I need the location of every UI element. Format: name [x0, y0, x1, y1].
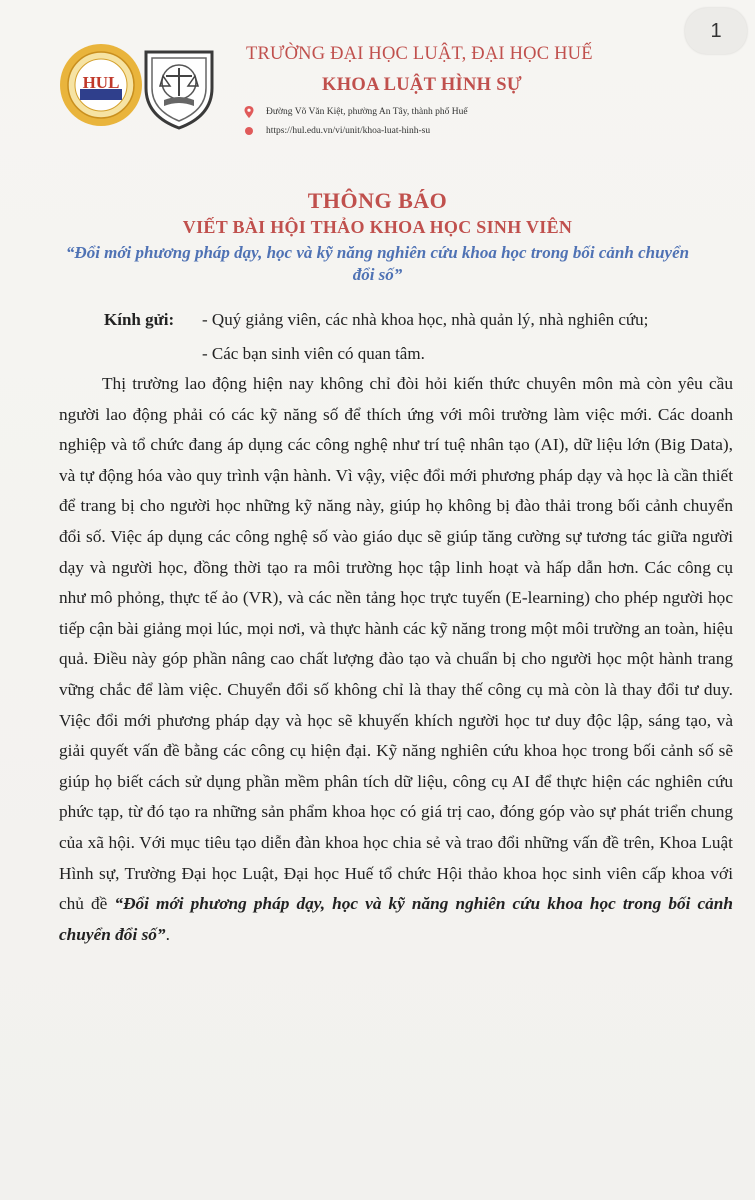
- faculty-emblem: [140, 44, 218, 130]
- greeting-recipient-1: - Quý giảng viên, các nhà khoa học, nhà quản lý, nhà nghiên cứu;: [202, 310, 649, 329]
- greeting-recipient-2: - Các bạn sinh viên có quan tâm.: [202, 344, 425, 363]
- greeting-label: Kính gửi:: [104, 310, 175, 329]
- body-ending: .: [165, 924, 170, 944]
- address-text: Đường Võ Văn Kiệt, phường An Tây, thành phố Huế: [266, 107, 468, 117]
- university-logo: [58, 42, 144, 128]
- body-topic-quote: “Đổi mới phương pháp dạy, học và kỹ năng nghiên cứu khoa học trong bối cảnh chuyển đổi số”: [59, 894, 734, 944]
- globe-icon: [244, 125, 254, 137]
- notice-title: THÔNG BÁO: [307, 188, 448, 213]
- title-block: [0, 188, 755, 286]
- faculty-name: KHOA LUẬT HÌNH SỰ: [322, 75, 522, 95]
- logo-text: HUL: [82, 73, 120, 92]
- notice-subtitle: VIẾT BÀI HỘI THẢO KHOA HỌC SINH VIÊN: [182, 217, 573, 237]
- address-row: [244, 106, 468, 118]
- greeting: [104, 303, 648, 371]
- header-text: [246, 44, 646, 96]
- body-paragraph: [59, 369, 733, 950]
- page-number-badge: 1: [685, 8, 747, 54]
- website-row: [244, 125, 430, 137]
- location-pin-icon: [244, 106, 254, 118]
- website-link[interactable]: https://hul.edu.vn/vi/unit/khoa-luat-hinh-su: [266, 126, 431, 136]
- body-text: Thị trường lao động hiện nay không chỉ đòi hỏi kiến thức chuyên môn mà còn yêu cầu người lao động phải có các kỹ năng số để thích ứng với môi trường làm việc mới. Các doanh nghiệp và tổ chức đang áp dụng các công nghệ như trí tuệ nhân tạo (AI), dữ liệu lớn (Big Data), và tự động hóa vào quy trình vận hành. Vì vậy, việc đổi mới phương pháp dạy và học là cần thiết để trang bị cho người học những kỹ năng này, giúp họ không bị đào thải trong bối cảnh chuyển đổi số. Việc áp dụng các công nghệ số vào giáo dục sẽ giúp tăng cường sự tương tác giữa người dạy và người học, đồng thời tạo ra môi trường học tập linh hoạt và hấp dẫn hơn. Các công cụ như mô phỏng, thực tế ảo (VR), và các nền tảng học trực tuyến (E-learning) cho phép người học tiếp cận bài giảng mọi lúc, mọi nơi, và thực hành các kỹ năng trong một môi trường an toàn, hiệu quả. Điều này góp phần nâng cao chất lượng đào tạo và chuẩn bị cho người học một hành trang vững chắc để làm việc. Chuyển đổi số không chỉ là thay thế công cụ mà còn là thay đổi tư duy. Việc đổi mới phương pháp dạy và học sẽ khuyến khích người học tư duy độc lập, sáng tạo, và giải quyết vấn đề bằng các công cụ hiện đại. Kỹ năng nghiên cứu khoa học trong bối cảnh số sẽ giúp họ biết cách sử dụng phần mềm phân tích dữ liệu, công cụ AI để thực hiện các nghiên cứu phức tạp, từ đó tạo ra những sản phẩm khoa học có giá trị cao, đóng góp vào sự phát triển chung của xã hội. Với mục tiêu tạo diễn đàn khoa học chia sẻ và trao đổi những vấn đề trên, Khoa Luật Hình sự, Trường Đại học Luật, Đại học Huế tổ chức Hội thảo khoa học sinh viên cấp khoa với chủ đề: [59, 374, 733, 914]
- school-name: TRƯỜNG ĐẠI HỌC LUẬT, ĐẠI HỌC HUẾ: [246, 44, 593, 64]
- notice-topic: “Đổi mới phương pháp dạy, học và kỹ năng nghiên cứu khoa học trong bối cảnh chuyển đổi số”: [65, 243, 690, 284]
